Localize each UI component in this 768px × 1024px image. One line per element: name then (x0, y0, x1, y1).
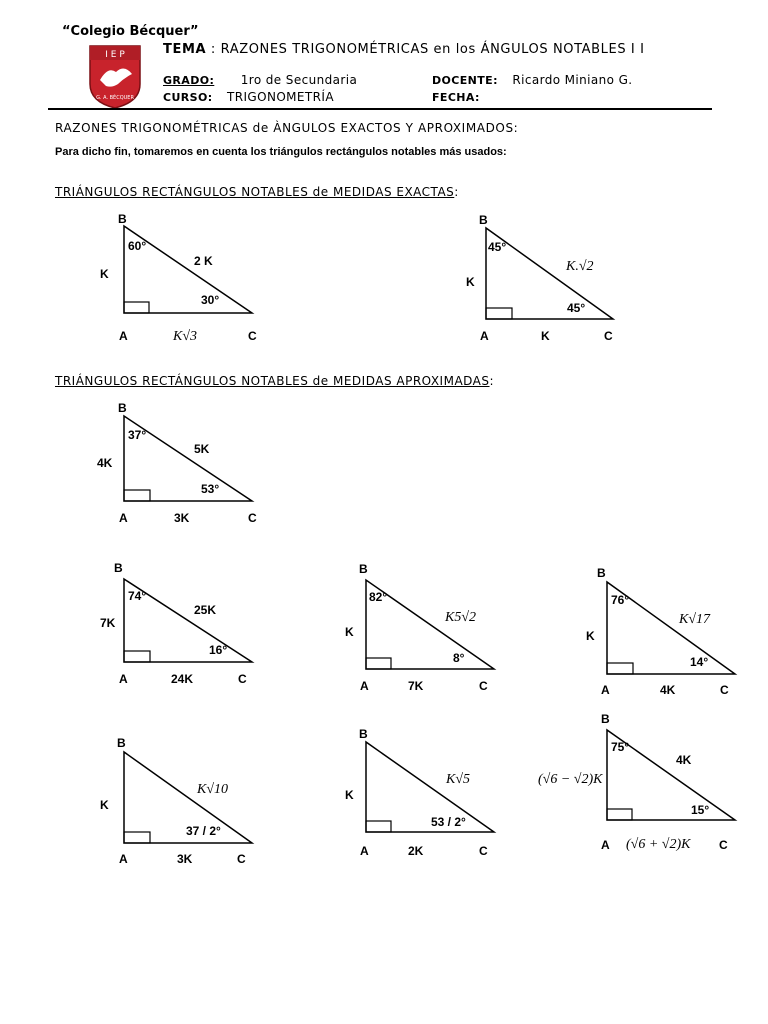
right-angle-mark (124, 832, 150, 843)
logo-text-bottom: G. A. BÉCQUER (96, 95, 134, 101)
horizontal-side-label: 4K (660, 683, 676, 697)
vertex-c: C (604, 329, 613, 343)
vertex-b: B (479, 213, 488, 227)
grade-value: 1ro de Secundaria (240, 73, 358, 87)
angle-b-label: 74° (128, 589, 147, 603)
school-name: “Colegio Bécquer” (62, 24, 199, 39)
right-angle-mark (124, 651, 150, 662)
section-intro: Para dicho fin, tomaremos en cuenta los triángulos rectángulos notables más usados: (55, 146, 507, 158)
section-title: RAZONES TRIGONOMÉTRICAS de ÀNGULOS EXACTOS Y APROXIMADOS: (55, 121, 519, 135)
exact-heading-text: TRIÁNGULOS RECTÁNGULOS NOTABLES de MEDIDAS EXACTAS (55, 185, 455, 199)
angle-b-label: 45° (488, 240, 507, 254)
vertex-b: B (359, 562, 368, 576)
hypotenuse-label: K5√2 (445, 610, 477, 625)
vertex-c: C (720, 683, 729, 697)
topic-line: TEMA : RAZONES TRIGONOMÉTRICAS en los ÁNGULOS NOTABLES I I (163, 42, 645, 57)
angle-b-label: 60° (128, 239, 147, 253)
approx-heading: TRIÁNGULOS RECTÁNGULOS NOTABLES de MEDIDAS APROXIMADAS: (55, 374, 495, 388)
vertical-side-label: K (345, 788, 354, 802)
triangle-74-16 (100, 561, 252, 686)
triangle-82-8 (345, 562, 494, 693)
horizontal-side-label: 3K (177, 852, 193, 866)
teacher-value: Ricardo Miniano G. (512, 73, 633, 87)
vertex-b: B (601, 712, 610, 726)
horizontal-side-label: (√6 + √2)K (626, 837, 691, 852)
vertex-a: A (360, 844, 369, 858)
right-angle-mark (607, 809, 632, 820)
teacher-label: DOCENTE: (432, 74, 498, 87)
topic-text: RAZONES TRIGONOMÉTRICAS en los ÁNGULOS NOTABLES I I (220, 42, 645, 57)
vertex-c: C (248, 329, 257, 343)
horizontal-side-label: 3K (174, 511, 190, 525)
vertex-b: B (597, 566, 606, 580)
exact-heading: TRIÁNGULOS RECTÁNGULOS NOTABLES de MEDIDAS EXACTAS: (55, 185, 459, 199)
triangle-76-14 (586, 566, 735, 697)
vertex-a: A (119, 511, 128, 525)
vertical-side-label: K (586, 629, 595, 643)
angle-b-label: 75° (611, 740, 630, 754)
vertex-a: A (360, 679, 369, 693)
angle-c-label: 45° (567, 301, 586, 315)
horizontal-side-label: 7K (408, 679, 424, 693)
right-angle-mark (124, 490, 150, 501)
vertex-a: A (480, 329, 489, 343)
vertical-side-label: K (345, 625, 354, 639)
vertex-a: A (601, 683, 610, 697)
vertex-c: C (248, 511, 257, 525)
right-angle-mark (486, 308, 512, 319)
triangle-45-45 (466, 213, 613, 343)
vertex-b: B (359, 727, 368, 741)
vertical-side-label: 4K (97, 456, 113, 470)
vertex-b: B (118, 212, 127, 226)
vertex-b: B (117, 736, 126, 750)
hypotenuse-label: 2 K (194, 254, 213, 268)
angle-c-label: 16° (209, 643, 228, 657)
angle-c-label: 15° (691, 803, 710, 817)
vertex-a: A (119, 329, 128, 343)
vertex-a: A (601, 838, 610, 852)
hypotenuse-label: K√5 (446, 772, 471, 787)
vertical-side-label: 7K (100, 616, 116, 630)
angle-b-label: 82° (369, 590, 388, 604)
angle-c-label: 30° (201, 293, 220, 307)
angle-c-label: 53 / 2° (431, 815, 466, 829)
triangle-53-half (345, 727, 494, 858)
hypotenuse-label: K.√2 (566, 259, 594, 274)
topic-label: TEMA (163, 42, 207, 57)
vertex-a: A (119, 852, 128, 866)
right-angle-mark (607, 663, 633, 674)
angle-c-label: 53° (201, 482, 220, 496)
approx-heading-text: TRIÁNGULOS RECTÁNGULOS NOTABLES de MEDIDAS APROXIMADAS (55, 374, 490, 388)
vertical-side-label: K (100, 267, 109, 281)
vertex-c: C (238, 672, 247, 686)
triangle-37-53 (97, 401, 257, 525)
vertex-b: B (118, 401, 127, 415)
triangle-75-15 (538, 712, 735, 852)
angle-b-label: 76° (611, 593, 630, 607)
vertex-a: A (119, 672, 128, 686)
triangle-37-half (100, 736, 252, 866)
hypotenuse-label: 5K (194, 442, 210, 456)
vertex-c: C (479, 844, 488, 858)
hypotenuse-label: K√17 (679, 612, 711, 627)
right-angle-mark (366, 821, 391, 832)
vertex-b: B (114, 561, 123, 575)
right-angle-mark (366, 658, 391, 669)
angle-c-label: 8° (453, 651, 465, 665)
vertex-c: C (719, 838, 728, 852)
vertical-side-label: K (466, 275, 475, 289)
triangle-30-60 (100, 212, 257, 344)
horizontal-side-label: 24K (171, 672, 194, 686)
horizontal-side-label: K (541, 329, 550, 343)
vertex-c: C (237, 852, 246, 866)
vertex-c: C (479, 679, 488, 693)
hypotenuse-label: 4K (676, 753, 692, 767)
date-label: FECHA: (432, 91, 480, 104)
hypotenuse-label: K√10 (197, 782, 229, 797)
logo-text-top: I E P (105, 50, 125, 60)
right-angle-mark (124, 302, 149, 313)
angle-c-label: 14° (690, 655, 709, 669)
hypotenuse-label: 25K (194, 603, 217, 617)
course-label: CURSO: (163, 91, 213, 104)
grade-label: GRADO: (163, 74, 215, 87)
angle-b-label: 37° (128, 428, 147, 442)
vertical-side-label: (√6 − √2)K (538, 772, 603, 787)
course-value: TRIGONOMETRÍA (227, 90, 334, 104)
vertical-side-label: K (100, 798, 109, 812)
horizontal-side-label: K√3 (173, 329, 198, 344)
angle-c-label: 37 / 2° (186, 824, 221, 838)
horizontal-side-label: 2K (408, 844, 424, 858)
